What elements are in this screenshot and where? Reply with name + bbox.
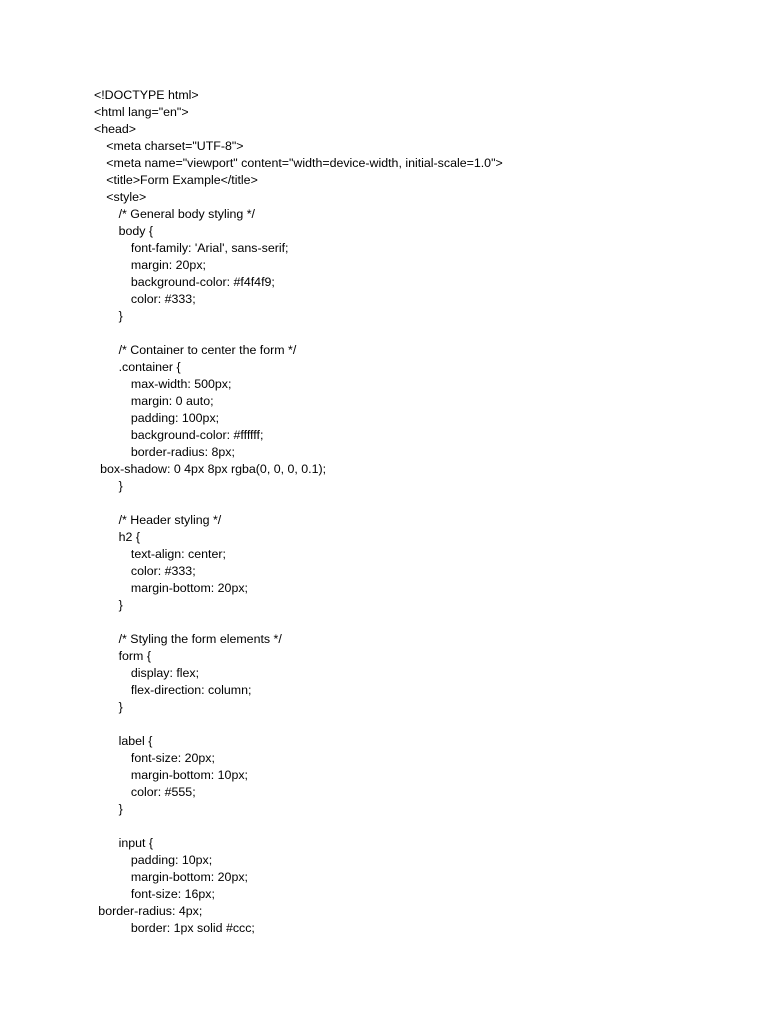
code-line: flex-direction: column; xyxy=(130,683,252,697)
code-line: } xyxy=(118,479,123,493)
code-line: body { xyxy=(118,224,154,238)
blank-line xyxy=(94,325,503,342)
code-line: font-size: 16px; xyxy=(130,887,215,901)
code-line: } xyxy=(118,598,123,612)
code-listing xyxy=(94,87,503,937)
code-line: .container { xyxy=(118,360,181,374)
code-line: background-color: #f4f4f9; xyxy=(130,275,275,289)
blank-line xyxy=(94,818,503,835)
blank-line xyxy=(94,614,503,631)
code-line: input { xyxy=(118,836,154,850)
code-line: font-size: 20px; xyxy=(130,751,215,765)
code-line: color: #333; xyxy=(130,564,196,578)
code-line: color: #333; xyxy=(130,292,196,306)
code-line: padding: 100px; xyxy=(130,411,220,425)
code-line: <style> xyxy=(106,190,147,204)
code-line: <html lang="en"> xyxy=(94,105,189,119)
code-line: } xyxy=(118,802,123,816)
blank-line xyxy=(94,716,503,733)
code-line: background-color: #ffffff; xyxy=(130,428,264,442)
code-line: border-radius: 8px; xyxy=(130,445,235,459)
code-line: } xyxy=(118,700,123,714)
code-line: <!DOCTYPE html> xyxy=(94,88,199,102)
code-line: padding: 10px; xyxy=(130,853,213,867)
code-line: margin-bottom: 20px; xyxy=(130,581,248,595)
blank-line xyxy=(94,495,503,512)
code-line: margin-bottom: 20px; xyxy=(130,870,248,884)
code-line: max-width: 500px; xyxy=(130,377,232,391)
code-line: font-family: 'Arial', sans-serif; xyxy=(130,241,289,255)
code-line: margin: 20px; xyxy=(130,258,206,272)
code-line: label { xyxy=(118,734,153,748)
code-line: } xyxy=(118,309,123,323)
code-line: margin-bottom: 10px; xyxy=(130,768,248,782)
code-line: text-align: center; xyxy=(130,547,226,561)
code-line: border-radius: 4px; xyxy=(98,904,203,918)
code-line: border: 1px solid #ccc; xyxy=(130,921,255,935)
code-line: <title>Form Example</title> xyxy=(106,173,258,187)
code-line: <head> xyxy=(94,122,137,136)
code-line: <meta name="viewport" content="width=device-width, initial-scale=1.0"> xyxy=(106,156,503,170)
code-line: box-shadow: 0 4px 8px rgba(0, 0, 0, 0.1); xyxy=(100,462,327,476)
code-line: h2 { xyxy=(118,530,140,544)
code-line: display: flex; xyxy=(130,666,200,680)
code-line: form { xyxy=(118,649,151,663)
code-line: margin: 0 auto; xyxy=(130,394,214,408)
code-line: /* Container to center the form */ xyxy=(118,343,297,357)
code-line: /* General body styling */ xyxy=(118,207,255,221)
code-line: /* Header styling */ xyxy=(118,513,222,527)
code-line: color: #555; xyxy=(130,785,196,799)
code-line: /* Styling the form elements */ xyxy=(118,632,282,646)
code-line: <meta charset="UTF-8"> xyxy=(106,139,244,153)
